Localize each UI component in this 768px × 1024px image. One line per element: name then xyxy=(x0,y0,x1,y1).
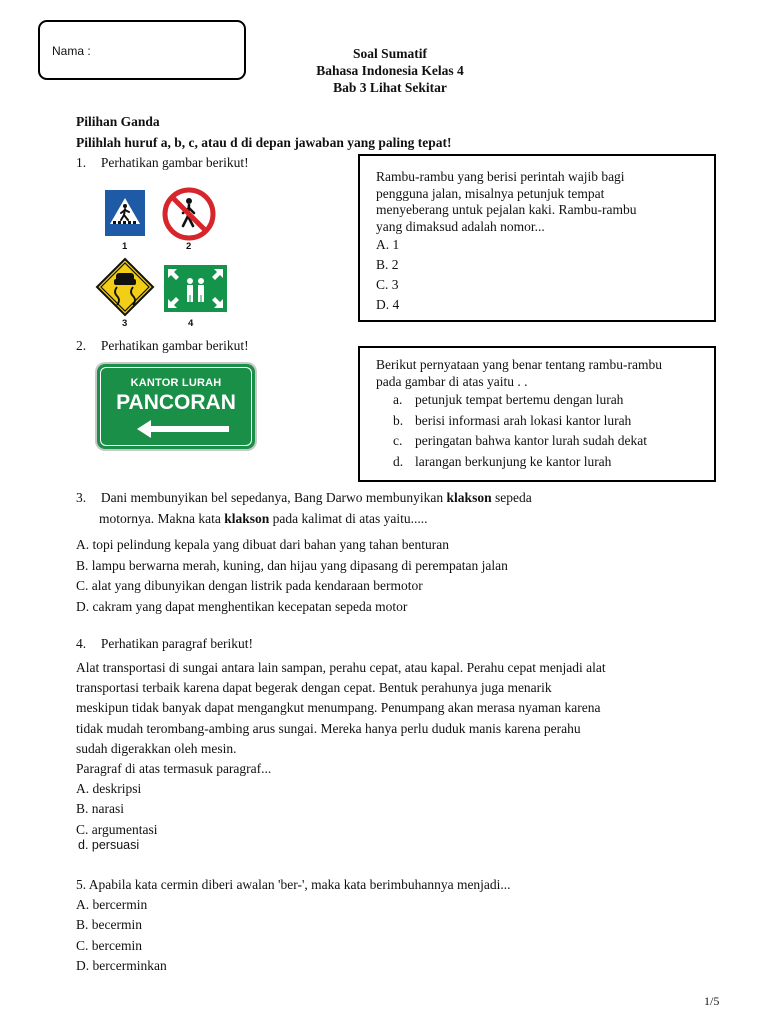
question-2-prompt xyxy=(76,338,249,354)
pedestrian-crossing-sign xyxy=(105,190,145,236)
header-title: Soal Sumatif xyxy=(353,46,427,61)
question-1-box-line: pengguna jalan, misalnya petunjuk tempat xyxy=(376,185,605,201)
section-instruction: Pilihlah huruf a, b, c, atau d di depan jawaban yang paling tepat! xyxy=(76,135,452,150)
assembly-point-sign xyxy=(164,265,227,312)
question-4-paragraph: Alat transportasi di sungai antara lain sampan, perahu cepat, atau kapal. Perahu cepat menjadi alat transportasi terbaik karena dapat begerak dengan cepat. Bentuk perahunya juga menarik meskipun tidak banyak dapat mengangkut menumpang. Penumpang akan merasa nyaman karena tidak mudah terombang-ambing arus sungai. Mereka hanya perlu duduk manis karena perahu sudah digerakkan oleh mesin. Paragraf di atas termasuk paragraf... A. deskripsi B. narasi C. argumentasi xyxy=(76,658,716,840)
question-1-box-line: menyeberang untuk pejalan kaki. Rambu-rambu xyxy=(376,202,637,217)
header-subject: Bahasa Indonesia Kelas 4 xyxy=(316,63,464,78)
question-1-option-b[interactable]: B. 2 xyxy=(376,257,399,272)
question-2-text: Perhatikan gambar berikut! xyxy=(100,338,249,353)
question-3-option-b[interactable]: B. lampu berwarna merah, kuning, dan hijau yang dipasang di perempatan jalan xyxy=(76,557,508,573)
question-3-options xyxy=(76,535,508,617)
question-3-line-1: 3. Dani membunyikan bel sepedanya, Bang Darwo membunyikan klakson sepeda xyxy=(76,490,532,505)
question-4-option-d[interactable]: d. persuasi xyxy=(78,838,140,852)
sign-label-3: 3 xyxy=(122,318,128,329)
question-2-box-line: pada gambar di atas yaitu . . xyxy=(376,373,528,389)
arrow-left-icon xyxy=(137,420,229,438)
sign-label-4: 4 xyxy=(188,318,194,329)
question-3-number: 3. xyxy=(76,490,87,505)
question-4-prompt xyxy=(76,636,253,652)
question-3-option-c[interactable]: C. alat yang dibunyikan dengan listrik pada kendaraan bermotor xyxy=(76,578,423,593)
question-2-option-a[interactable]: a. petunjuk tempat bertemu dengan lurah xyxy=(393,392,624,407)
keyword-klakson: klakson xyxy=(224,511,270,526)
question-2-option-d[interactable]: d. larangan berkunjung ke kantor lurah xyxy=(393,453,612,469)
section-title: Pilihan Ganda xyxy=(76,114,160,129)
slippery-road-sign xyxy=(95,257,155,317)
no-pedestrian-sign xyxy=(162,187,216,241)
question-5 xyxy=(76,875,511,976)
question-1-number: 1. xyxy=(76,155,87,170)
page-number: 1/5 xyxy=(704,994,720,1008)
document-header xyxy=(270,45,510,96)
question-1-option-d[interactable]: D. 4 xyxy=(376,297,400,312)
question-5-option-c[interactable]: C. bercemin xyxy=(76,937,142,953)
question-5-option-a[interactable]: A. bercermin xyxy=(76,897,148,913)
name-label: Nama : xyxy=(52,44,91,58)
question-1-box xyxy=(358,154,716,322)
question-1-option-c[interactable]: C. 3 xyxy=(376,277,399,292)
kantor-lurah-direction-sign xyxy=(97,364,255,449)
question-2-box-line: Berikut pernyataan yang benar tentang rambu-rambu xyxy=(376,357,663,372)
sign-label-2: 2 xyxy=(186,241,192,252)
question-4-option-c[interactable]: C. argumentasi xyxy=(76,821,158,837)
name-field-box xyxy=(38,20,246,80)
question-5-option-b[interactable]: B. becermin xyxy=(76,917,142,933)
question-1-option-a[interactable]: A. 1 xyxy=(376,237,400,252)
question-4-question: Paragraf di atas termasuk paragraf... xyxy=(76,761,272,777)
question-2-number: 2. xyxy=(76,338,87,353)
question-1-text: Perhatikan gambar berikut! xyxy=(100,155,249,170)
question-5-text: 5. Apabila kata cermin diberi awalan 'ber-', maka kata berimbuhannya menjadi... xyxy=(76,877,511,892)
question-2-box xyxy=(358,346,716,482)
question-4-number: 4. xyxy=(76,636,87,651)
question-4-option-a[interactable]: A. deskripsi xyxy=(76,781,142,797)
keyword-klakson: klakson xyxy=(446,490,492,505)
sign-line-office: KANTOR LURAH xyxy=(130,377,222,389)
question-5-option-d[interactable]: D. bercerminkan xyxy=(76,957,167,973)
question-2-option-b[interactable]: b. berisi informasi arah lokasi kantor lurah xyxy=(393,412,632,428)
header-chapter: Bab 3 Lihat Sekitar xyxy=(333,80,447,95)
question-3-line-2: motornya. Makna kata klakson pada kalimat di atas yaitu..... xyxy=(99,511,428,526)
question-4-text: Perhatikan paragraf berikut! xyxy=(100,636,254,651)
question-3-option-d[interactable]: D. cakram yang dapat menghentikan kecepatan sepeda motor xyxy=(76,598,408,614)
question-1-prompt xyxy=(76,155,249,171)
question-2-option-c[interactable]: c. peringatan bahwa kantor lurah sudah dekat xyxy=(393,433,648,448)
question-1-box-line: yang dimaksud adalah nomor... xyxy=(376,218,545,234)
sign-label-1: 1 xyxy=(122,241,128,252)
question-4-option-b[interactable]: B. narasi xyxy=(76,801,124,817)
sign-line-place: PANCORAN xyxy=(116,391,236,414)
question-1-box-line: Rambu-rambu yang berisi perintah wajib bagi xyxy=(376,169,625,184)
question-3-option-a[interactable]: A. topi pelindung kepala yang dibuat dari bahan yang tahan benturan xyxy=(76,537,450,552)
